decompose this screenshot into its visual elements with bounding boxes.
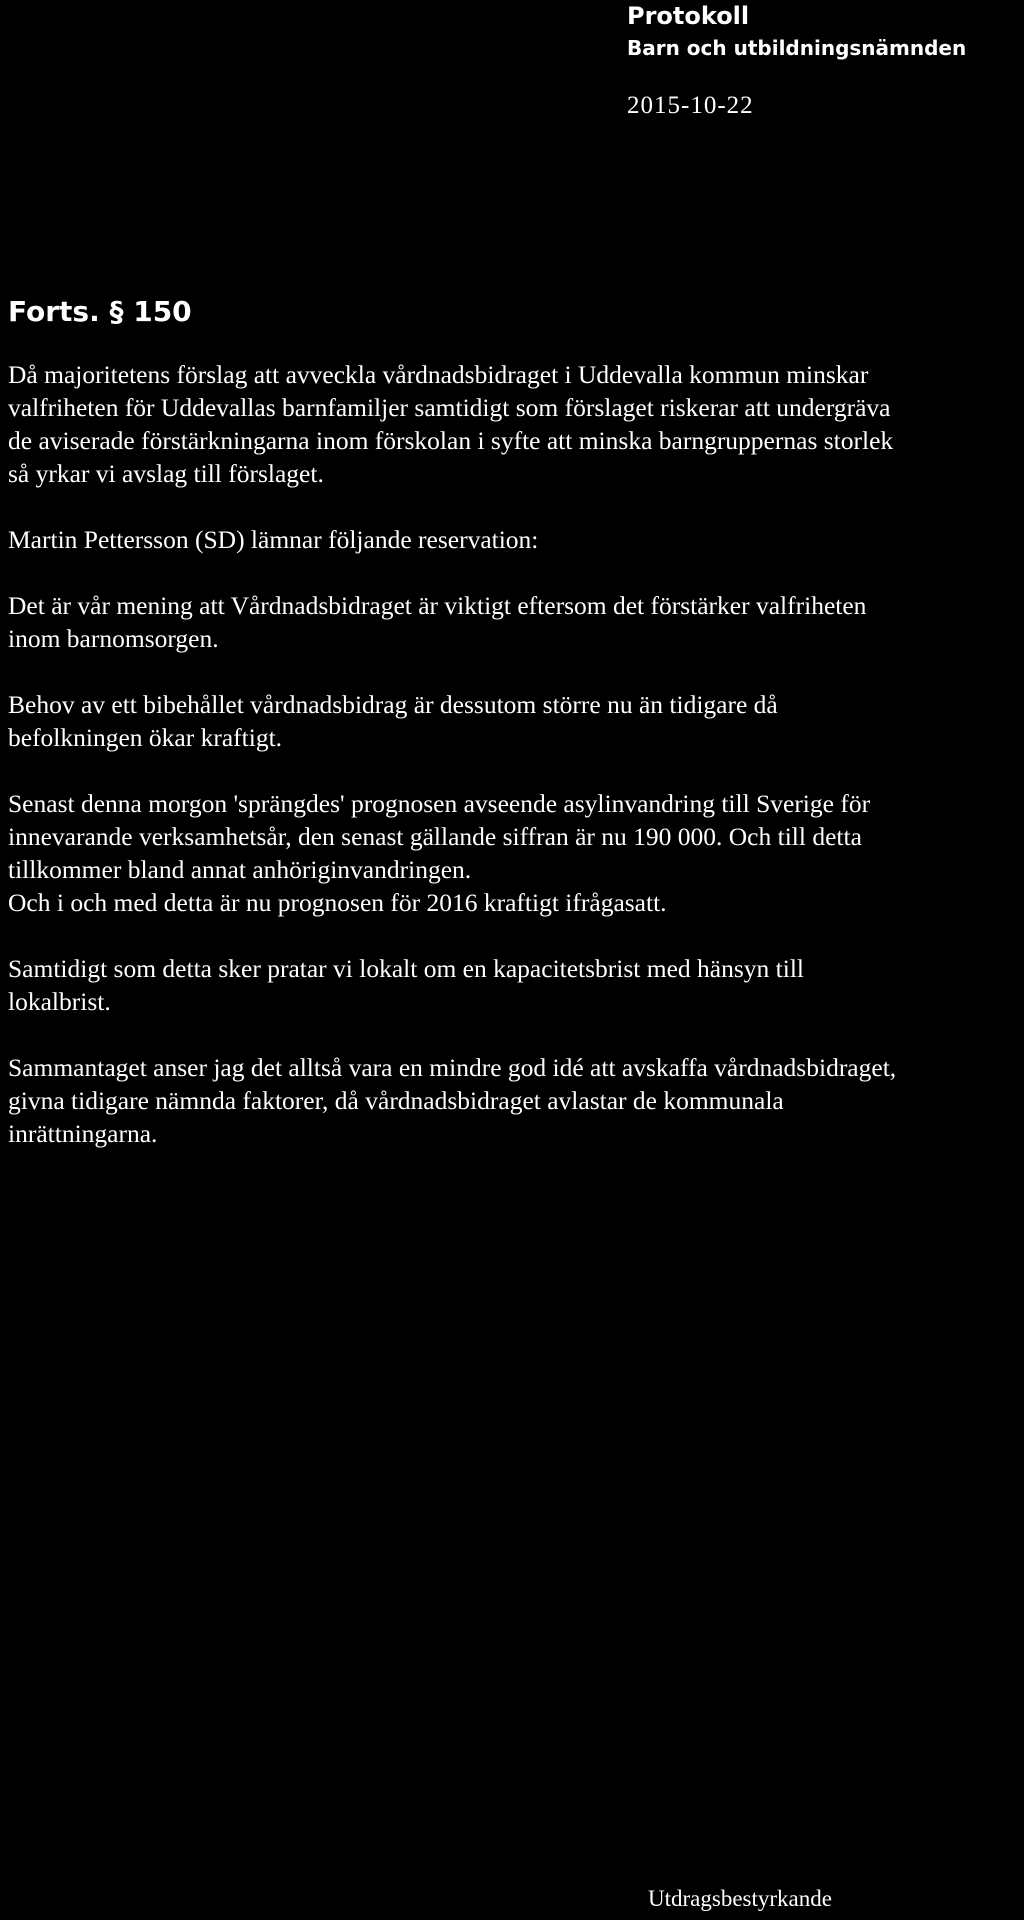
paragraph-conclusion: Sammantaget anser jag det alltså vara en mindre god idé att avskaffa vårdnadsbidraget, givna tidigare nämnda faktorer, då vårdnadsbidraget avlastar de kommunala inrättningarna.: [8, 1053, 897, 1148]
section-heading: Forts. § 150: [8, 295, 192, 328]
paragraph-need: Behov av ett bibehållet vårdnadsbidrag är dessutom större nu än tidigare då befolkningen ökar kraftigt.: [8, 690, 778, 752]
paragraph-motion: Då majoritetens förslag att avveckla vårdnadsbidraget i Uddevalla kommun minskar valfriheten för Uddevallas barnfamiljer samtidigt som förslaget riskerar att undergräva de aviserade förstärkningarna inom förskolan i syfte att minska barngruppernas storlek så yrkar vi avslag till förslaget.: [8, 360, 894, 488]
paragraph-reservation-intro: Martin Pettersson (SD) lämnar följande reservation:: [8, 525, 539, 554]
extract-certification-label: Utdragsbestyrkande: [648, 1886, 832, 1911]
paragraph-capacity: Samtidigt som detta sker pratar vi lokalt om en kapacitetsbrist med hänsyn till lokalbrist.: [8, 954, 805, 1016]
document-type: Protokoll: [627, 2, 750, 30]
paragraph-opinion: Det är vår mening att Vårdnadsbidraget är viktigt eftersom det förstärker valfriheten inom barnomsorgen.: [8, 591, 867, 653]
meeting-date: 2015-10-22: [627, 92, 754, 119]
document-body: [8, 358, 1018, 1183]
committee-name: Barn och utbildningsnämnden: [627, 36, 967, 60]
paragraph-forecast: Senast denna morgon 'sprängdes' prognosen avseende asylinvandring till Sverige för innevarande verksamhetsår, den senast gällande siffran är nu 190 000. Och till detta tillkommer bland annat anhöriginvandringen. Och i och med detta är nu prognosen för 2016 kraftigt ifrågasatt.: [8, 789, 871, 917]
